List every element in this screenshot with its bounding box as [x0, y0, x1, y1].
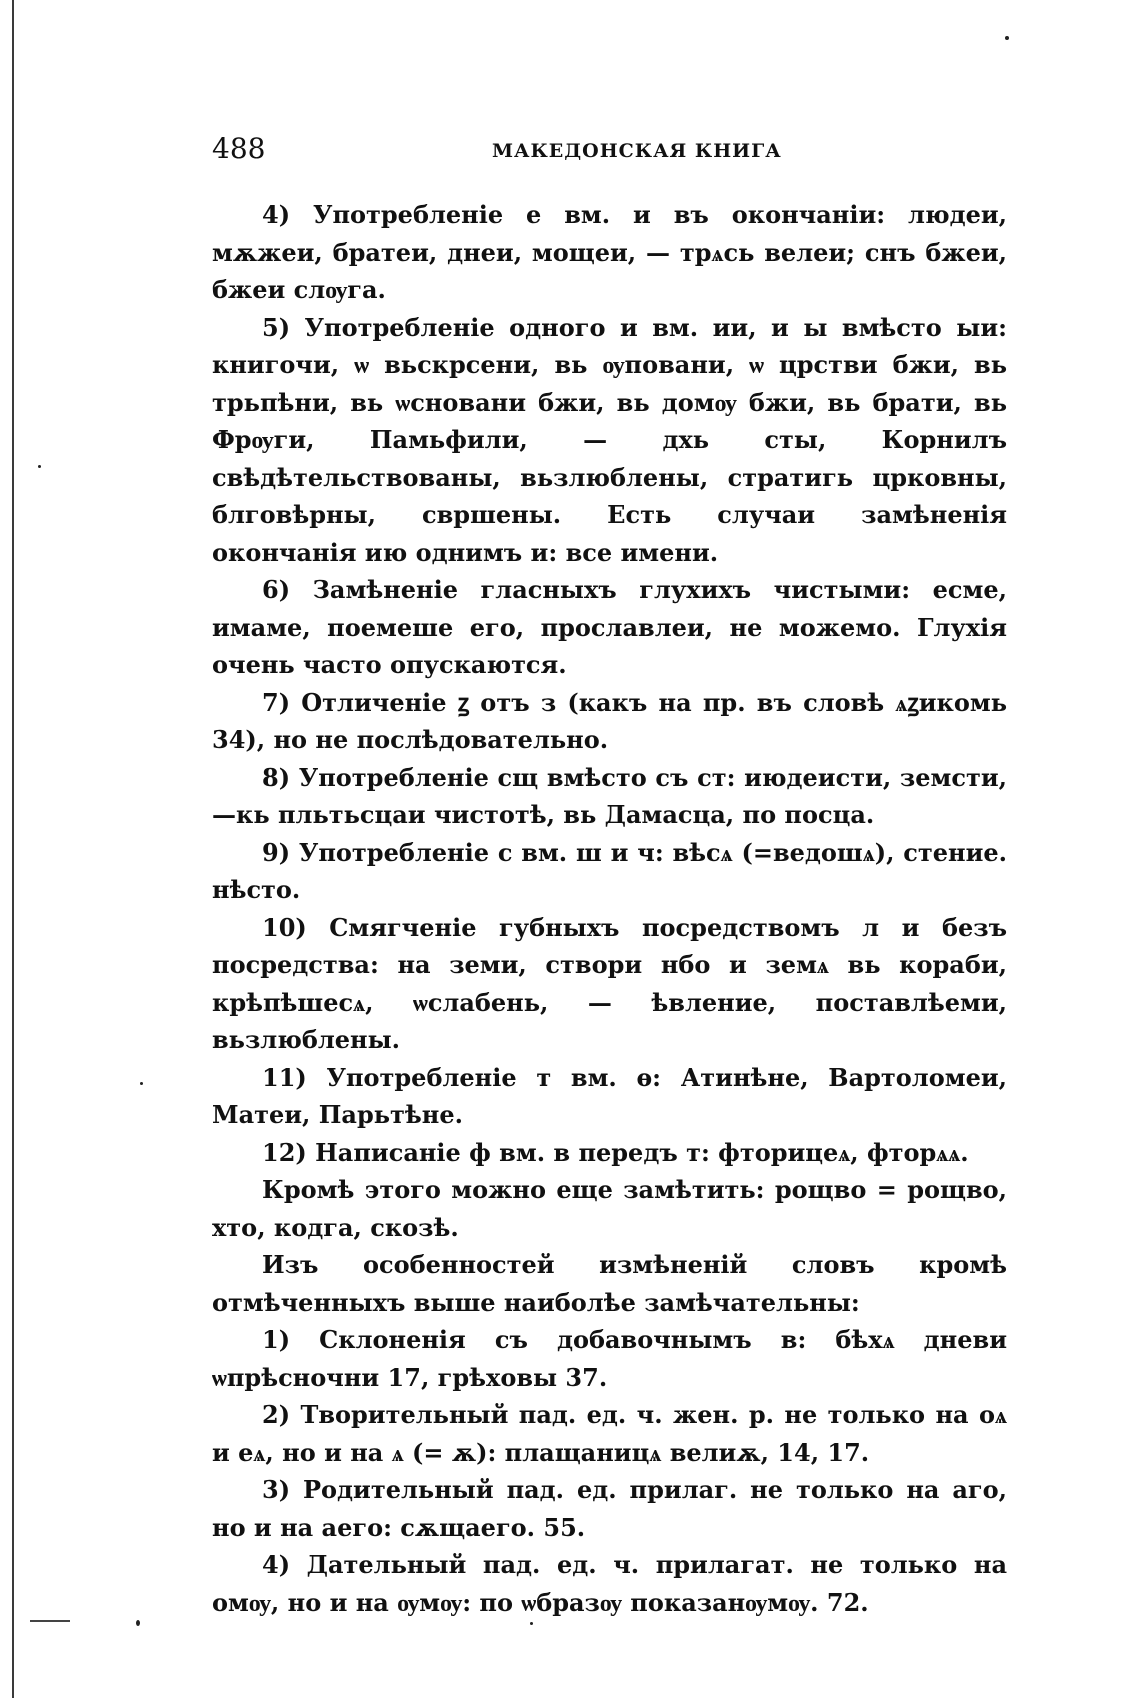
paragraph: 12) Написаніе ф вм. в передъ т: фторицеѧ, фторѧѧ. — [262, 1137, 969, 1167]
paragraph: 2) Творительный пад. ед. ч. жен. р. не только на оѧ и еѧ, но и на ѧ (= ѫ): плащаницѧ велиѫ, 14, 17. — [212, 1400, 1007, 1467]
paragraph: 11) Употребленіе т вм. ѳ: Атинѣне, Вартоломеи, Матеи, Парьтѣне. — [212, 1062, 1007, 1129]
paragraph: 1) Склоненія съ добавочнымъ в: бѣхѧ дневи ѡпрѣсночни 17, грѣховы 37. — [212, 1325, 1007, 1392]
paragraph: Изъ особенностей измѣненій словъ кромѣ отмѣченныхъ выше наиболѣе замѣчательны: — [212, 1250, 1007, 1317]
running-title: МАКЕДОНСКАЯ КНИГА — [492, 140, 782, 162]
paragraph: 6) Замѣненіе гласныхъ глухихъ чистыми: есме, имаме, поемеше его, прославлеи, не можемо. Глухія очень часто опускаются. — [212, 575, 1007, 679]
paragraph: 3) Родительный пад. ед. прилаг. не только на аго, но и на аего: сѫщаего. 55. — [212, 1475, 1007, 1542]
page-header — [212, 132, 1007, 172]
paragraph: Кромѣ этого можно еще замѣтить: рощво = рощво, хто, кодга, скозѣ. — [212, 1175, 1007, 1242]
paragraph: 8) Употребленіе сщ вмѣсто съ ст: июдеисти, земсти,—кь пльтьсцаи чистотѣ, вь Дамасца, по посца. — [212, 762, 1007, 829]
scan-speck — [38, 465, 41, 468]
paragraph: 7) Отличеніе ꙁ отъ з (какъ на пр. въ словѣ ѧꙁикомь 34), но не послѣдовательно. — [212, 687, 1007, 754]
scan-speck — [136, 1620, 140, 1626]
scan-speck — [1005, 36, 1009, 40]
scan-mark — [30, 1620, 70, 1622]
page-edge-line — [12, 0, 14, 1698]
paragraph: 9) Употребленіе с вм. ш и ч: вѣсѧ (=ведошѧ), стение. нѣсто. — [212, 837, 1007, 904]
paragraph: 10) Смягченіе губныхъ посредствомъ л и безъ посредства: на земи, створи нбо и земѧ вь кораби, крѣпѣшесѧ, ѡслабень, — ѣвление, поставлѣеми, вьзлюблены. — [212, 912, 1007, 1054]
paragraph: 4) Дательный пад. ед. ч. прилагат. не только на омѹ, но и на ѹмѹ: по ѡбразѹ показанѹмѹ. 72. — [212, 1550, 1007, 1617]
scan-speck — [140, 1082, 143, 1085]
scan-speck — [530, 1622, 533, 1625]
page-number: 488 — [212, 132, 266, 165]
paragraph: 4) Употребленіе е вм. и въ окончаніи: людеи, мѫжеи, братеи, днеи, мощеи, — трѧсь велеи; снъ бжеи, бжеи слѹга. — [212, 200, 1007, 304]
body-text — [212, 196, 1007, 1621]
paragraph: 5) Употребленіе одного и вм. ии, и ы вмѣсто ыи: книгочи, ѡ вьскрсени, вь ѹповани, ѡ црстви бжи, вь трьпѣни, вь ѡсновани бжи, вь домѹ бжи, вь брати, вь Фрѹги, Памьфили, — дхь сты, Корнилъ свѣдѣтельствованы, вьзлюблены, стратигь црковны, блговѣрны, свршены. Есть случаи замѣненія окончанія ию однимъ и: все имени. — [212, 312, 1007, 567]
